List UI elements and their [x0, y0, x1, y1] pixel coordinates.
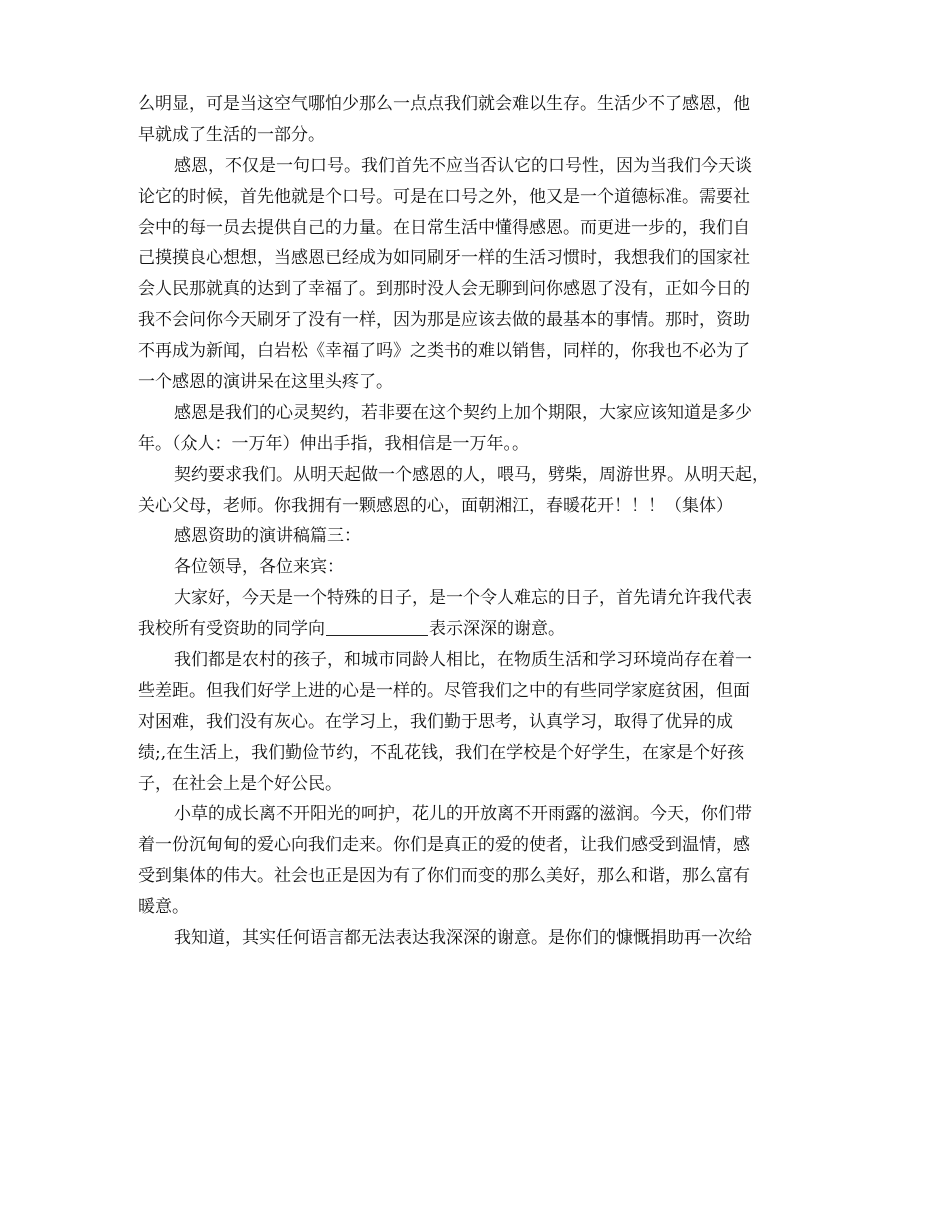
text-line: 些差距。但我们好学上进的心是一样的。尽管我们之中的有些同学家庭贫困，但面 [138, 680, 750, 701]
text-line: 早就成了生活的一部分。 [138, 124, 325, 145]
paragraph-start: 契约要求我们。从明天起做一个感恩的人，喂马，劈柴，周游世界。从明天起， [174, 464, 769, 485]
text-line: 会人民那就真的达到了幸福了。到那时没人会无聊到问你感恩了没有，正如今日的 [138, 279, 750, 300]
text-line: 着一份沉甸甸的爱心向我们走来。你们是真正的爱的使者，让我们感受到温情，感 [138, 835, 750, 856]
salutation: 各位领导，各位来宾： [174, 557, 344, 578]
text-line: 对困难，我们没有灰心。在学习上，我们勤于思考，认真学习，取得了优异的成 [138, 711, 733, 732]
section-heading: 感恩资助的演讲稿篇三： [174, 526, 361, 547]
text-line: 绩;,在生活上，我们勤俭节约，不乱花钱，我们在学校是个好学生，在家是个好孩 [138, 742, 745, 763]
text-segment: 表示深深的谢意。 [429, 619, 565, 640]
paragraph-start: 小草的成长离不开阳光的呵护，花儿的开放离不开雨露的滋润。今天，你们带 [174, 804, 752, 825]
text-line: 受到集体的伟大。社会也正是因为有了你们而变的那么美好，那么和谐，那么富有 [138, 866, 750, 887]
text-line: 子，在社会上是个好公民。 [138, 773, 342, 794]
paragraph-start: 我知道，其实任何语言都无法表达我深深的谢意。是你们的慷慨捐助再一次给 [174, 928, 752, 949]
text-segment: 我校所有受资助的同学向 [138, 619, 325, 640]
text-line: 不再成为新闻，白岩松《幸福了吗》之类书的难以销售，同样的，你我也不必为了 [138, 341, 750, 362]
text-line: 暖意。 [138, 897, 189, 918]
paragraph-start: 大家好，今天是一个特殊的日子，是一个令人难忘的日子，首先请允许我代表 [174, 588, 752, 609]
text-line: 一个感恩的演讲呆在这里头疼了。 [138, 372, 393, 393]
paragraph-start: 感恩是我们的心灵契约，若非要在这个契约上加个期限，大家应该知道是多少 [174, 402, 752, 423]
fill-in-blank [326, 619, 428, 636]
document-body [138, 89, 818, 954]
text-line: 年。（众人：一万年）伸出手指，我相信是一万年。。 [138, 433, 529, 454]
text-line: 关心父母，老师。你我拥有一颗感恩的心，面朝湘江，春暖花开！！！（集体） [138, 495, 733, 516]
text-line: 么明显，可是当这空气哪怕少那么一点点我们就会难以生存。生活少不了感恩，他 [138, 94, 750, 114]
paragraph-start: 感恩，不仅是一句口号。我们首先不应当否认它的口号性，因为当我们今天谈 [174, 155, 752, 176]
text-line: 己摸摸良心想想，当感恩已经成为如同刷牙一样的生活习惯时，我想我们的国家社 [138, 248, 750, 269]
text-line: 会中的每一员去提供自己的力量。在日常生活中懂得感恩。而更进一步的，我们自 [138, 217, 750, 238]
text-line: 我不会问你今天刷牙了没有一样，因为那是应该去做的最基本的事情。那时，资助 [138, 310, 750, 331]
paragraph-start: 我们都是农村的孩子，和城市同龄人相比，在物质生活和学习环境尚存在着一 [174, 650, 752, 671]
text-line: 论它的时候，首先他就是个口号。可是在口号之外，他又是一个道德标准。需要社 [138, 186, 750, 207]
text-line-with-blank [138, 614, 818, 645]
